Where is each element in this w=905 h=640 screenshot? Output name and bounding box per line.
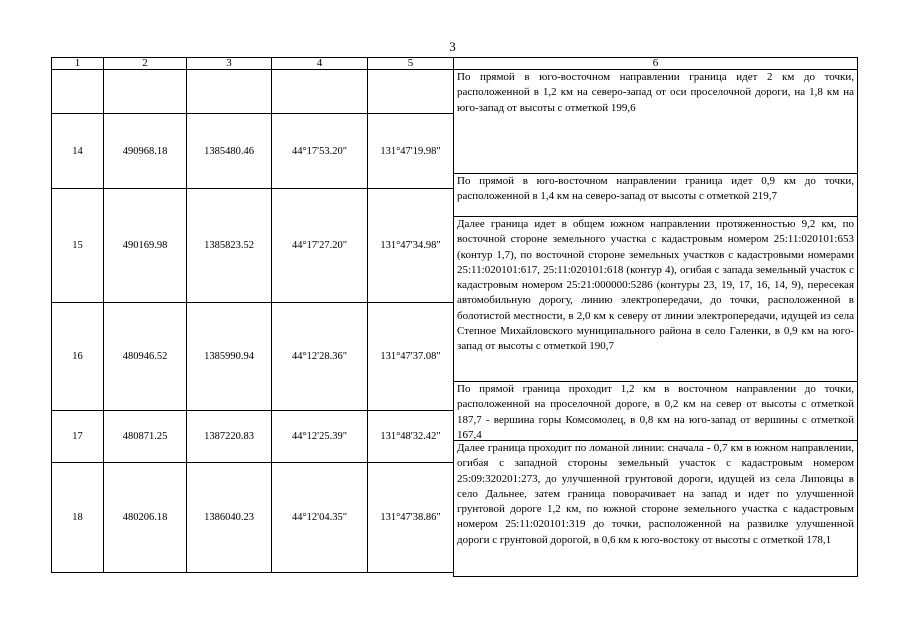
page-number: 3: [449, 39, 456, 54]
column-header-1: 1: [51, 57, 104, 70]
longitude: 131°48'32.42": [367, 411, 454, 463]
boundary-description: По прямой граница проходит 1,2 км в восточном направлении до точки, расположенной на проселочной дороге, в 0,2 км на север от высоты с отметкой 187,7 - вершина горы Комсомолец, в 0,8 км на юго-запад от вершины с отметкой 167,4: [453, 382, 858, 441]
column-header-6: 6: [453, 57, 858, 70]
table-row: [51, 463, 453, 573]
coord-y: 1386040.23: [186, 463, 272, 573]
coord-y: 1385823.52: [186, 189, 272, 303]
longitude: 131°47'37.08": [367, 303, 454, 411]
point-number: 18: [51, 463, 104, 573]
column-header-5: 5: [367, 57, 454, 70]
latitude: 44°12'25.39": [271, 411, 368, 463]
coord-x: 490968.18: [103, 114, 187, 189]
empty-cell: [367, 70, 454, 114]
latitude: 44°17'53.20": [271, 114, 368, 189]
coord-y: 1387220.83: [186, 411, 272, 463]
coord-y: 1385990.94: [186, 303, 272, 411]
point-number: 15: [51, 189, 104, 303]
latitude: 44°12'04.35": [271, 463, 368, 573]
point-number: 17: [51, 411, 104, 463]
column-header-3: 3: [186, 57, 272, 70]
coord-x: 490169.98: [103, 189, 187, 303]
table-row: [51, 411, 453, 463]
latitude: 44°17'27.20": [271, 189, 368, 303]
empty-cell: [186, 70, 272, 114]
coord-y: 1385480.46: [186, 114, 272, 189]
empty-cell: [51, 70, 104, 114]
table-row: [51, 114, 453, 189]
longitude: 131°47'19.98": [367, 114, 454, 189]
boundary-description: По прямой в юго-восточном направлении граница идет 0,9 км до точки, расположенной в 1,4 км на северо-запад от высоты с отметкой 219,7: [453, 174, 858, 217]
point-number: 16: [51, 303, 104, 411]
boundary-description: Далее граница идет в общем южном направлении протяженностью 9,2 км, по восточной стороне земельного участка с кадастровым номером 25:11:020101:653 (контур 1,7), по восточной стороне земельных участков с кадастровыми номерами 25:11:020101:617, 25:11:020101:618 (контур 4), огибая с запада земельный участок с кадастровым номером 25:21:000000:5286 (контуры 23, 19, 17, 16, 14, 9), пересекая автомобильную дорогу, линию электропередачи, до точки, расположенной в болотистой местности, в 2,0 км к северу от линии электропередачи, идущей из села Степное Михайловского муниципального района в село Галенки, в 0,9 км на юго-запад от высоты с отметкой 190,7: [453, 217, 858, 382]
table-row: [51, 189, 453, 303]
table-row: [51, 303, 453, 411]
longitude: 131°47'34.98": [367, 189, 454, 303]
boundary-description: Далее граница проходит по ломаной линии: сначала - 0,7 км в южном направлении, огибая с западной стороны земельный участок с кадастровым номером 25:09:320201:273, до улучшенной грунтовой дороги, идущей из села Липовцы в село Дальнее, затем граница поворачивает на запад и идет по улучшенной грунтовой дороге 1,2 км, по южной стороне земельного участка с кадастровым номером 25:11:020101:319 до точки, расположенной на развилке улучшенной дороги с грунтовой дорогой, в 0,6 км к юго-востоку от высоты с отметкой 178,1: [453, 441, 858, 577]
empty-cell: [271, 70, 368, 114]
column-header-4: 4: [271, 57, 368, 70]
latitude: 44°12'28.36": [271, 303, 368, 411]
coord-x: 480206.18: [103, 463, 187, 573]
table-row-empty: [51, 70, 453, 114]
point-number: 14: [51, 114, 104, 189]
coord-x: 480946.52: [103, 303, 187, 411]
empty-cell: [103, 70, 187, 114]
longitude: 131°47'38.86": [367, 463, 454, 573]
boundary-description: По прямой в юго-восточном направлении граница идет 2 км до точки, расположенной в 1,2 км на северо-запад от оси проселочной дороги, на 1,8 км на юго-запад от высоты с отметкой 199,6: [453, 70, 858, 174]
coord-x: 480871.25: [103, 411, 187, 463]
column-header-2: 2: [103, 57, 187, 70]
